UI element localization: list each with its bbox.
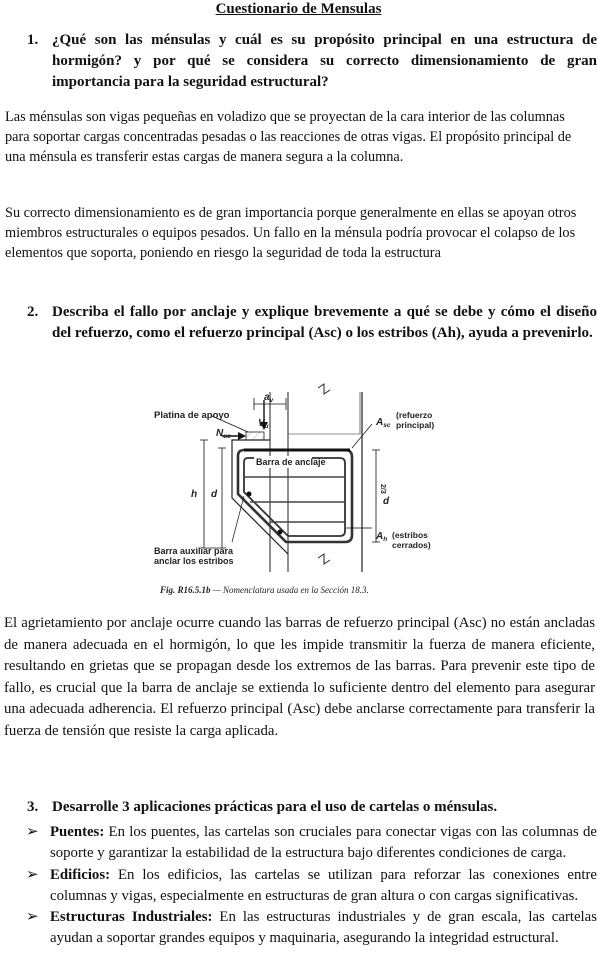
answer-1-paragraph-2: Su correcto dimensionamiento es de gran importancia porque generalmente en ellas se apoyan otros miembros estructurales o equipos pesados. Un fallo en la ménsula podría provocar el colapso de los elementos que soporta, poniendo en riesgo la seguridad de toda la estructura: [5, 205, 577, 261]
figure-caption: Fig. R16.5.1b — Nomenclatura usada en la Sección 18.3.: [160, 585, 369, 595]
list-item-text: En los puentes, las cartelas son cruciales para conectar vigas con las columnas de soporte y garantizar la estabilidad de la estructura bajo diferentes condiciones de carga.: [50, 824, 597, 862]
list-item-text: En las estructuras industriales y de gran escala, las cartelas ayudan a soportar grandes equipos y maquinaria, asegurando la integridad estructural.: [50, 909, 597, 947]
label-aux-1: Barra auxiliar para: [154, 546, 234, 556]
list-item-term: Edificios:: [50, 866, 111, 883]
label-asc-desc-1: (refuerzo: [396, 410, 433, 420]
answer-2-paragraph: El agrietamiento por anclaje ocurre cuando las barras de refuerzo principal (Asc) no están ancladas de manera adecuada en el hormigón, lo que les impide transmitir la fuerza de manera eficiente, resultando en grietas que se propagan desde los extremos de las barras. Para prevenir este tipo de fallo, es crucial que la barra de anclaje se extienda lo suficiente dentro del elemento para asegurar una adecuada adherencia. El refuerzo principal (Asc) debe anclarse correctamente para transferir la fuerza de tensión que resiste la carga aplicada.: [4, 615, 595, 739]
label-ah-desc-2: cerrados): [392, 540, 431, 550]
bearing-plate: [246, 432, 264, 440]
label-ah-desc-1: (estribos: [392, 530, 428, 540]
list-item-term: Estructuras Industriales:: [50, 909, 213, 926]
label-nuc: $N_{uc}$: [216, 428, 231, 440]
label-ah: $A_h$: [376, 531, 388, 543]
label-aux-2: anclar los estribos: [154, 556, 234, 566]
corbel-diagram: [140, 382, 440, 600]
label-two-thirds-d: d: [383, 496, 390, 507]
label-vu: $V_u$: [258, 418, 269, 430]
question-1-number: 1.: [27, 32, 39, 48]
question-3-number: 3.: [27, 799, 39, 815]
corbel-nomenclature-figure: [140, 382, 440, 600]
question-1-text: ¿Qué son las ménsulas y cuál es su propósito principal en una estructura de hormigón? y por qué se considera su correcto dimensionamiento de gran importancia para la seguridad estructural?: [52, 32, 597, 90]
document-title: Cuestionario de Mensulas: [215, 1, 382, 17]
question-2-number: 2.: [27, 304, 39, 320]
list-item: [26, 865, 597, 908]
question-2: [27, 302, 597, 365]
question-3: [27, 797, 597, 818]
applications-list: [26, 822, 597, 950]
label-d: d: [211, 489, 218, 500]
question-1: [27, 30, 597, 93]
list-item-term: Puentes:: [50, 824, 105, 840]
list-item-text: En los edificios, las cartelas se utilizan para reforzar las conexiones entre columnas y vigas, especialmente en estructuras de gran altura o con cargas significativas.: [50, 866, 597, 904]
label-asc-desc-2: principal): [396, 420, 435, 430]
label-h: h: [191, 489, 198, 500]
question-3-text: Desarrolle 3 aplicaciones prácticas para el uso de cartelas o ménsulas.: [52, 799, 498, 815]
label-av: $a_v$: [264, 392, 274, 404]
label-platina: Platina de apoyo: [154, 410, 230, 421]
arrow-bullet-icon: ➢: [26, 866, 39, 883]
arrow-bullet-icon: ➢: [26, 824, 39, 840]
arrow-bullet-icon: ➢: [26, 909, 39, 926]
label-two-thirds: 2/3: [379, 484, 386, 494]
question-2-text: Describa el fallo por anclaje y explique brevemente a qué se debe y cómo el diseño del refuerzo, como el refuerzo principal (Asc) o los estribos (Ah), ayuda a prevenirlo.: [52, 304, 597, 341]
stirrup-inner: [244, 458, 345, 536]
list-item: [26, 822, 597, 865]
label-asc: $A_{sc}$: [376, 417, 391, 429]
label-barra-anclaje: Barra de anclaje: [256, 457, 326, 467]
list-item: [26, 907, 597, 950]
answer-1-paragraph-1: Las ménsulas son vigas pequeñas en voladizo que se proyectan de la cara interior de las columnas para soportar cargas concentradas pesadas o las reacciones de otras vigas. El propósito principal de una ménsula es transferir estas cargas de manera segura a la columna.: [5, 109, 572, 165]
